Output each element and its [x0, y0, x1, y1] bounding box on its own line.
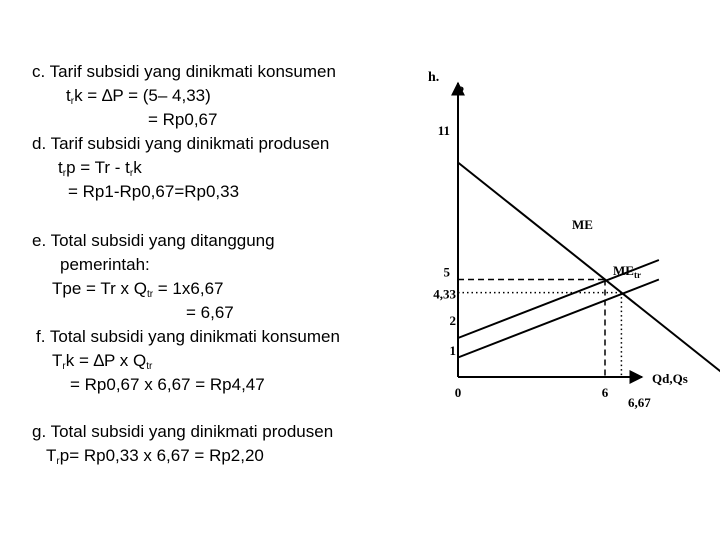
item-c-line1: $t_rk = \Delta P = (5-$ 4,33) [66, 86, 211, 107]
item-e-title: e. Total subsidi yang ditanggung [32, 231, 275, 250]
item-d-line2: = Rp1-Rp0,67=Rp0,33 [68, 182, 240, 201]
x-tick-label-1: 0 [454, 385, 462, 400]
item-f-line1: $T_rk = \Delta P$ x $Q_{tr}$ [52, 351, 153, 372]
item-c-title: c. Tarif subsidi yang dinikmati konsumen [32, 62, 336, 81]
point-label-metr: $ME_{tr}$ [613, 263, 641, 280]
point-label-me: ME [572, 217, 593, 232]
y-tick-label-2: 5 [443, 264, 450, 280]
item-e-line2: Tpe = Tr x $Q_{tr} = 1x6,67$ [52, 279, 224, 300]
x-tick-label-3: 6,67 [628, 395, 651, 410]
y-tick-label-4: 2 [449, 313, 456, 328]
series-line-1 [458, 163, 720, 378]
item-f-title: f. Total subsidi yang dinikmati konsumen [36, 327, 340, 346]
y-tick-label-1: 11 [437, 123, 450, 138]
y-axis-label: P [456, 83, 464, 98]
supply-demand-chart [420, 55, 720, 425]
y-tick-label-5: 1 [449, 343, 456, 358]
item-e-line3: = 6,67 [186, 303, 234, 322]
item-f-line2: = Rp0,67 x 6,67 = Rp4,47 [70, 375, 265, 394]
panel-label: h. [428, 70, 440, 85]
x-axis-label: Qd,Qs [652, 371, 688, 386]
item-d-line1: $t_rp = Tr - t_rk$ [58, 158, 142, 179]
item-g-title: g. Total subsidi yang dinikmati produsen [32, 422, 334, 441]
y-tick-label-3: 4,33 [433, 286, 456, 302]
item-g-line1: $T_rp= Rp0,33$ x 6,67 = Rp2,20 [46, 446, 264, 467]
item-c-line2: = Rp0,67 [148, 110, 218, 129]
series-line-2 [458, 280, 659, 358]
item-e-line1: pemerintah: [60, 255, 150, 274]
item-d-title: d. Tarif subsidi yang dinikmati produsen [32, 134, 330, 153]
x-tick-label-2: 6 [601, 385, 609, 400]
